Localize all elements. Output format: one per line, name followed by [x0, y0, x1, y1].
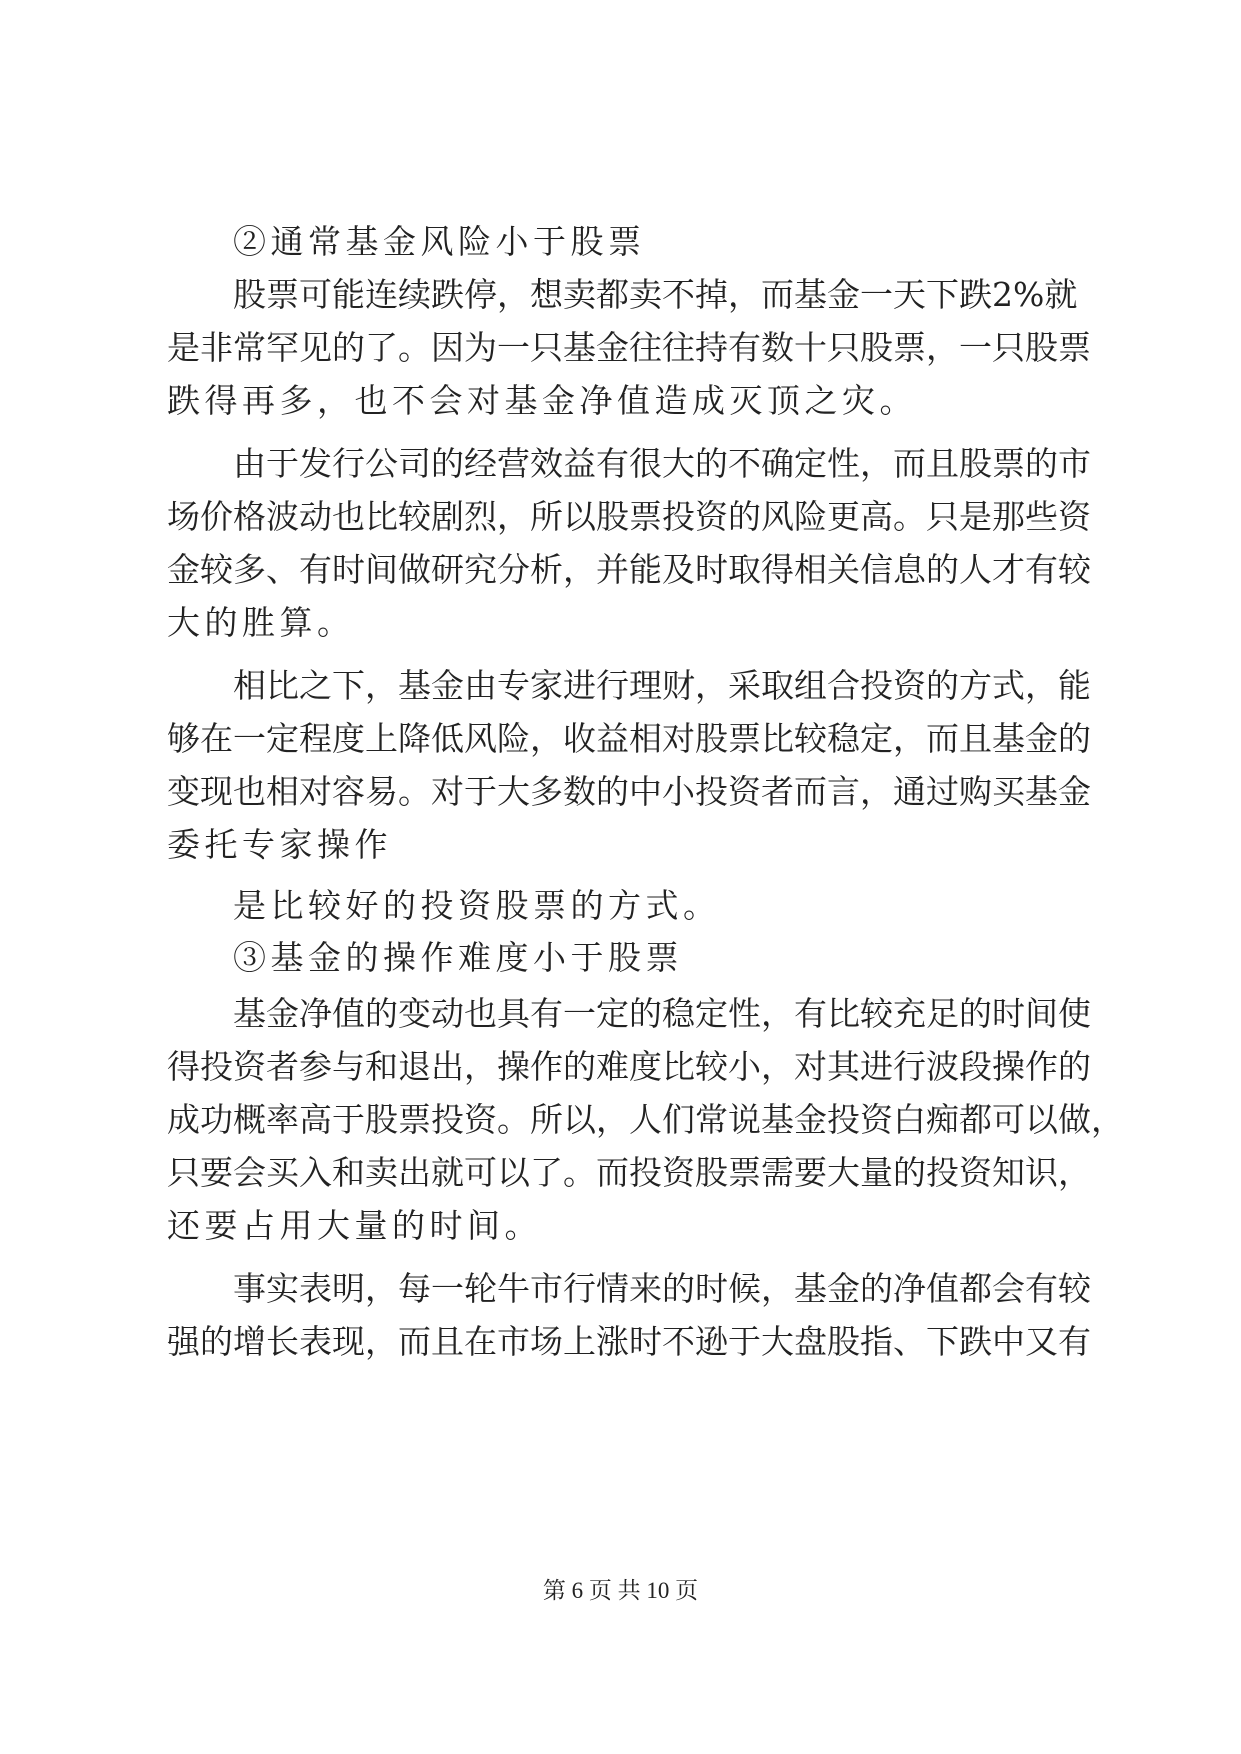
paragraph-line: 变现也相对容易。对于大多数的中小投资者而言，通过购买基金 — [167, 772, 1091, 811]
subheading-operation-difficulty: ③基金的操作难度小于股票 — [233, 938, 683, 977]
paragraph-line: 强的增长表现，而且在市场上涨时不逊于大盘股指、下跌中又有 — [167, 1322, 1091, 1361]
page-number-footer: 第 6 页 共 10 页 — [542, 1578, 699, 1603]
paragraph-line: 成功概率高于股票投资。所以，人们常说基金投资白痴都可以做， — [167, 1100, 1124, 1139]
paragraph-line: 股票可能连续跌停，想卖都卖不掉，而基金一天下跌2%就 — [233, 275, 1078, 314]
paragraph-line: 只要会买入和卖出就可以了。而投资股票需要大量的投资知识， — [167, 1153, 1091, 1192]
paragraph-line: 事实表明，每一轮牛市行情来的时候，基金的净值都会有较 — [233, 1269, 1091, 1308]
paragraph-line: 够在一定程度上降低风险，收益相对股票比较稳定，而且基金的 — [167, 719, 1091, 758]
paragraph-line: 是比较好的投资股票的方式。 — [233, 886, 721, 925]
paragraph-line: 跌得再多，也不会对基金净值造成灭顶之灾。 — [167, 381, 917, 420]
paragraph-line: 大的胜算。 — [167, 603, 355, 642]
paragraph-line: 还要占用大量的时间。 — [167, 1206, 542, 1245]
paragraph-line: 基金净值的变动也具有一定的稳定性，有比较充足的时间使 — [233, 994, 1091, 1033]
paragraph-line: 得投资者参与和退出，操作的难度比较小，对其进行波段操作的 — [167, 1047, 1091, 1086]
paragraph-line: 委托专家操作 — [167, 825, 392, 864]
subheading-fund-risk: ②通常基金风险小于股票 — [233, 222, 646, 261]
paragraph-line: 由于发行公司的经营效益有很大的不确定性，而且股票的市 — [233, 444, 1091, 483]
paragraph-line: 是非常罕见的了。因为一只基金往往持有数十只股票，一只股票 — [167, 328, 1091, 367]
paragraph-line: 场价格波动也比较剧烈，所以股票投资的风险更高。只是那些资 — [167, 497, 1091, 536]
paragraph-line: 金较多、有时间做研究分析，并能及时取得相关信息的人才有较 — [167, 550, 1091, 589]
paragraph-line: 相比之下，基金由专家进行理财，采取组合投资的方式，能 — [233, 666, 1091, 705]
